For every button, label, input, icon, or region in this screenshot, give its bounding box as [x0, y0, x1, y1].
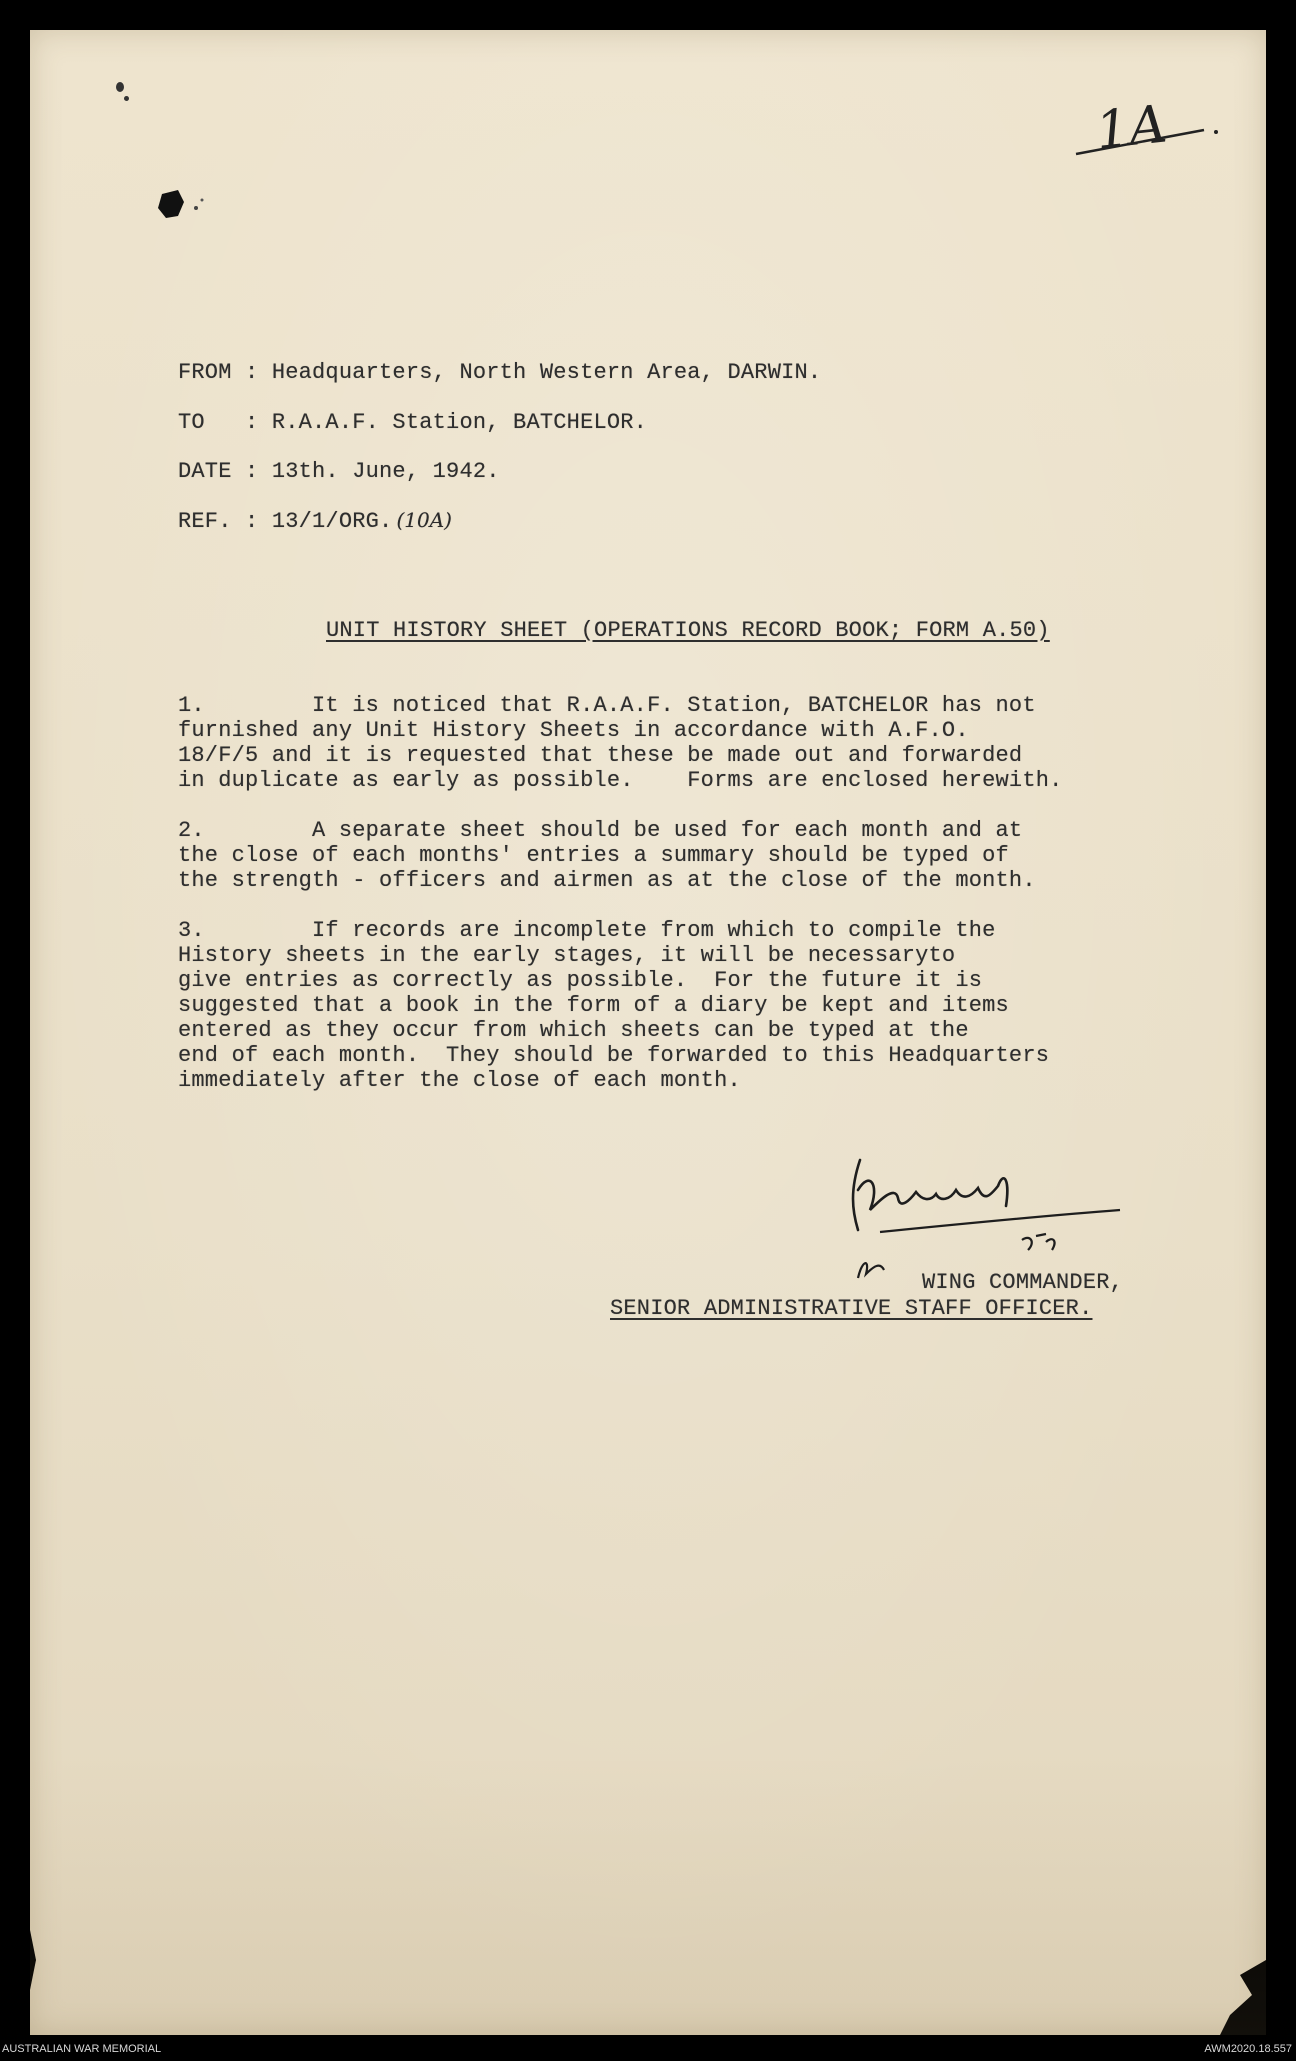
signatory-position: SENIOR ADMINISTRATIVE STAFF OFFICER.: [610, 1296, 1093, 1321]
header-from: FROM : Headquarters, North Western Area, DARWIN.: [178, 360, 822, 385]
header-ref-text: REF. : 13/1/ORG.: [178, 509, 393, 534]
punch-hole: [148, 180, 228, 250]
ink-speck: [116, 82, 124, 92]
signature-name: W.Garrett: [840, 1130, 846, 1131]
document-title: UNIT HISTORY SHEET (OPERATIONS RECORD BOOK; FORM A.50): [326, 618, 1050, 643]
handwritten-signature: [840, 1130, 1140, 1280]
header-date: DATE : 13th. June, 1942.: [178, 459, 500, 484]
footer-institution: AUSTRALIAN WAR MEMORIAL: [2, 2043, 162, 2055]
paragraph-2: 2. A separate sheet should be used for each month and at the close of each months' entries a summary should be typed of the strength - officers and airmen as at the close of the month.: [178, 818, 1036, 893]
header-ref-handwritten: (10A): [396, 508, 452, 532]
header-to: TO : R.A.A.F. Station, BATCHELOR.: [178, 410, 648, 435]
folio-number: 1A: [1093, 94, 1170, 162]
footer-accession-number: AWM2020.18.557: [1204, 2043, 1292, 2055]
paragraph-1: 1. It is noticed that R.A.A.F. Station, BATCHELOR has not furnished any Unit History Sheets in accordance with A.F.O. 18/F/5 and it is requested that these be made out and forwarded in duplicate as early as possible. Forms are enclosed herewith.: [178, 693, 1063, 793]
document-page: [30, 30, 1266, 2035]
folio-mark: [1074, 78, 1224, 198]
ink-speck: [124, 96, 129, 101]
signatory-rank: WING COMMANDER,: [922, 1270, 1124, 1295]
paragraph-3: 3. If records are incomplete from which to compile the History sheets in the early stages, it will be necessaryto give entries as correctly as possible. For the future it is suggested that a book in the form of a diary be kept and items entered as they occur from which sheets can be typed at the end of each month. They should be forwarded to this Headquarters immediately after the close of each month.: [178, 918, 1050, 1093]
header-ref: [178, 508, 452, 534]
